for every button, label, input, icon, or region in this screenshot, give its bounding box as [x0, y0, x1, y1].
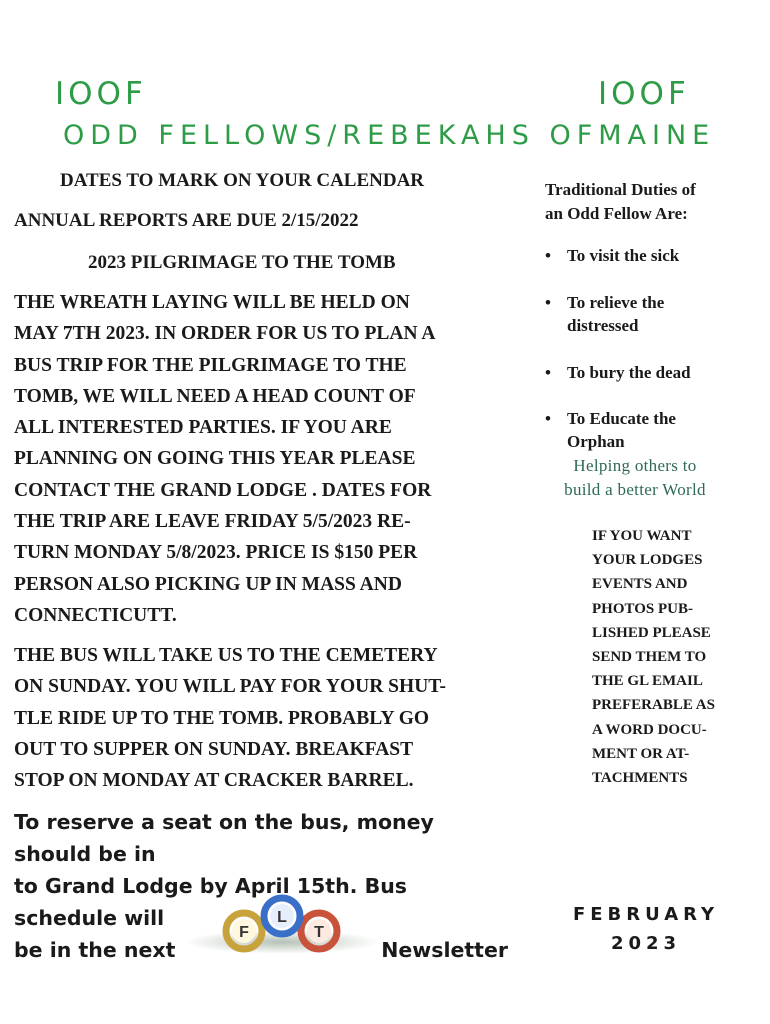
flt-links-logo [182, 894, 382, 956]
paragraph-line: THE TRIP ARE LEAVE FRIDAY 5/5/2023 RE- [14, 511, 411, 533]
duty-item [545, 361, 745, 384]
motto [540, 454, 730, 502]
duty-item [545, 407, 745, 453]
reserve-line-right: Newsletter [381, 938, 508, 962]
note-line: MENT OR AT- [592, 745, 690, 762]
pilgrimage-title: 2023 PILGRIMAGE TO THE TOMB [88, 252, 396, 273]
paragraph-line: PLANNING ON GOING THIS YEAR PLEASE [14, 448, 416, 470]
paragraph-line: TURN MONDAY 5/8/2023. PRICE IS $150 PER [14, 542, 418, 564]
bullet-icon: • [545, 246, 551, 265]
logo-letter-f: F [239, 924, 249, 941]
logo-letter-t: T [314, 924, 324, 941]
note-line: PHOTOS PUB- [592, 600, 693, 617]
note-line: LISHED PLEASE [592, 624, 711, 641]
duty-item [545, 244, 745, 267]
issue-month: FEBRUARY [572, 904, 720, 925]
issue-year: 2023 [610, 933, 682, 954]
paragraph-line: OUT TO SUPPER ON SUNDAY. BREAKFAST [14, 738, 414, 760]
dates-title: DATES TO MARK ON YOUR CALENDAR [60, 170, 425, 191]
duty-text: To bury the dead [567, 363, 691, 382]
note-line: PREFERABLE AS [592, 697, 715, 714]
header-left-ioof: IOOF [55, 76, 147, 112]
paragraph-line: PERSON ALSO PICKING UP IN MASS AND [14, 573, 402, 595]
annual-reports-line: ANNUAL REPORTS ARE DUE 2/15/2022 [14, 210, 359, 231]
bullet-icon: • [545, 409, 551, 428]
paragraph-line: MAY 7TH 2023. IN ORDER FOR US TO PLAN A [14, 323, 436, 345]
note-line: TACHMENTS [592, 770, 688, 787]
pilgrimage-paragraph [14, 287, 524, 631]
header-subtitle: ODD FELLOWS/REBEKAHS OFMAINE [63, 120, 716, 151]
paragraph-line: STOP ON MONDAY AT CRACKER BARREL. [14, 770, 414, 792]
grand-lodge-note [592, 524, 752, 790]
bullet-icon: • [545, 363, 551, 382]
paragraph-line: TOMB, WE WILL NEED A HEAD COUNT OF [14, 385, 416, 407]
motto-line: build a better World [564, 480, 706, 499]
reserve-line: To reserve a seat on the bus, money should be in [14, 810, 434, 866]
paragraph-line: THE WREATH LAYING WILL BE HELD ON [14, 292, 410, 313]
bus-paragraph [14, 640, 524, 796]
duty-text: To Educate the [567, 409, 676, 428]
note-line: EVENTS AND [592, 576, 688, 593]
paragraph-line: ALL INTERESTED PARTIES. IF YOU ARE [14, 417, 392, 439]
paragraph-line: ON SUNDAY. YOU WILL PAY FOR YOUR SHUT- [14, 676, 446, 698]
paragraph-line: CONTACT THE GRAND LODGE . DATES FOR [14, 479, 432, 501]
paragraph-line: TLE RIDE UP TO THE TOMB. PROBABLY GO [14, 707, 430, 729]
note-line: YOUR LODGES [592, 552, 703, 569]
logo-letter-l: L [277, 909, 287, 926]
note-line: IF YOU WANT [592, 528, 692, 544]
paragraph-line: CONNECTICUTT. [14, 604, 177, 626]
duty-text: distressed [567, 316, 639, 335]
duty-text: Orphan [567, 432, 625, 451]
duties-title-line: an Odd Fellow Are: [545, 204, 688, 223]
paragraph-line: THE BUS WILL TAKE US TO THE CEMETERY [14, 645, 438, 666]
reserve-line-left: be in the next [14, 938, 176, 962]
reserve-line: to Grand Lodge by April 15th. Bus schedule will [14, 874, 408, 930]
note-line: THE GL EMAIL [592, 673, 703, 690]
motto-line: Helping others to [573, 456, 697, 475]
duty-text: To relieve the [567, 293, 665, 312]
note-line: A WORD DOCU- [592, 721, 707, 738]
duty-text: To visit the sick [567, 246, 680, 265]
issue-date [556, 900, 736, 958]
duties-title [545, 178, 745, 226]
header-right-ioof: IOOF [598, 76, 690, 112]
note-line: SEND THEM TO [592, 649, 707, 666]
duties-title-line: Traditional Duties of [545, 180, 696, 199]
bullet-icon: • [545, 293, 551, 312]
duty-item [545, 291, 745, 337]
paragraph-line: BUS TRIP FOR THE PILGRIMAGE TO THE [14, 354, 407, 376]
